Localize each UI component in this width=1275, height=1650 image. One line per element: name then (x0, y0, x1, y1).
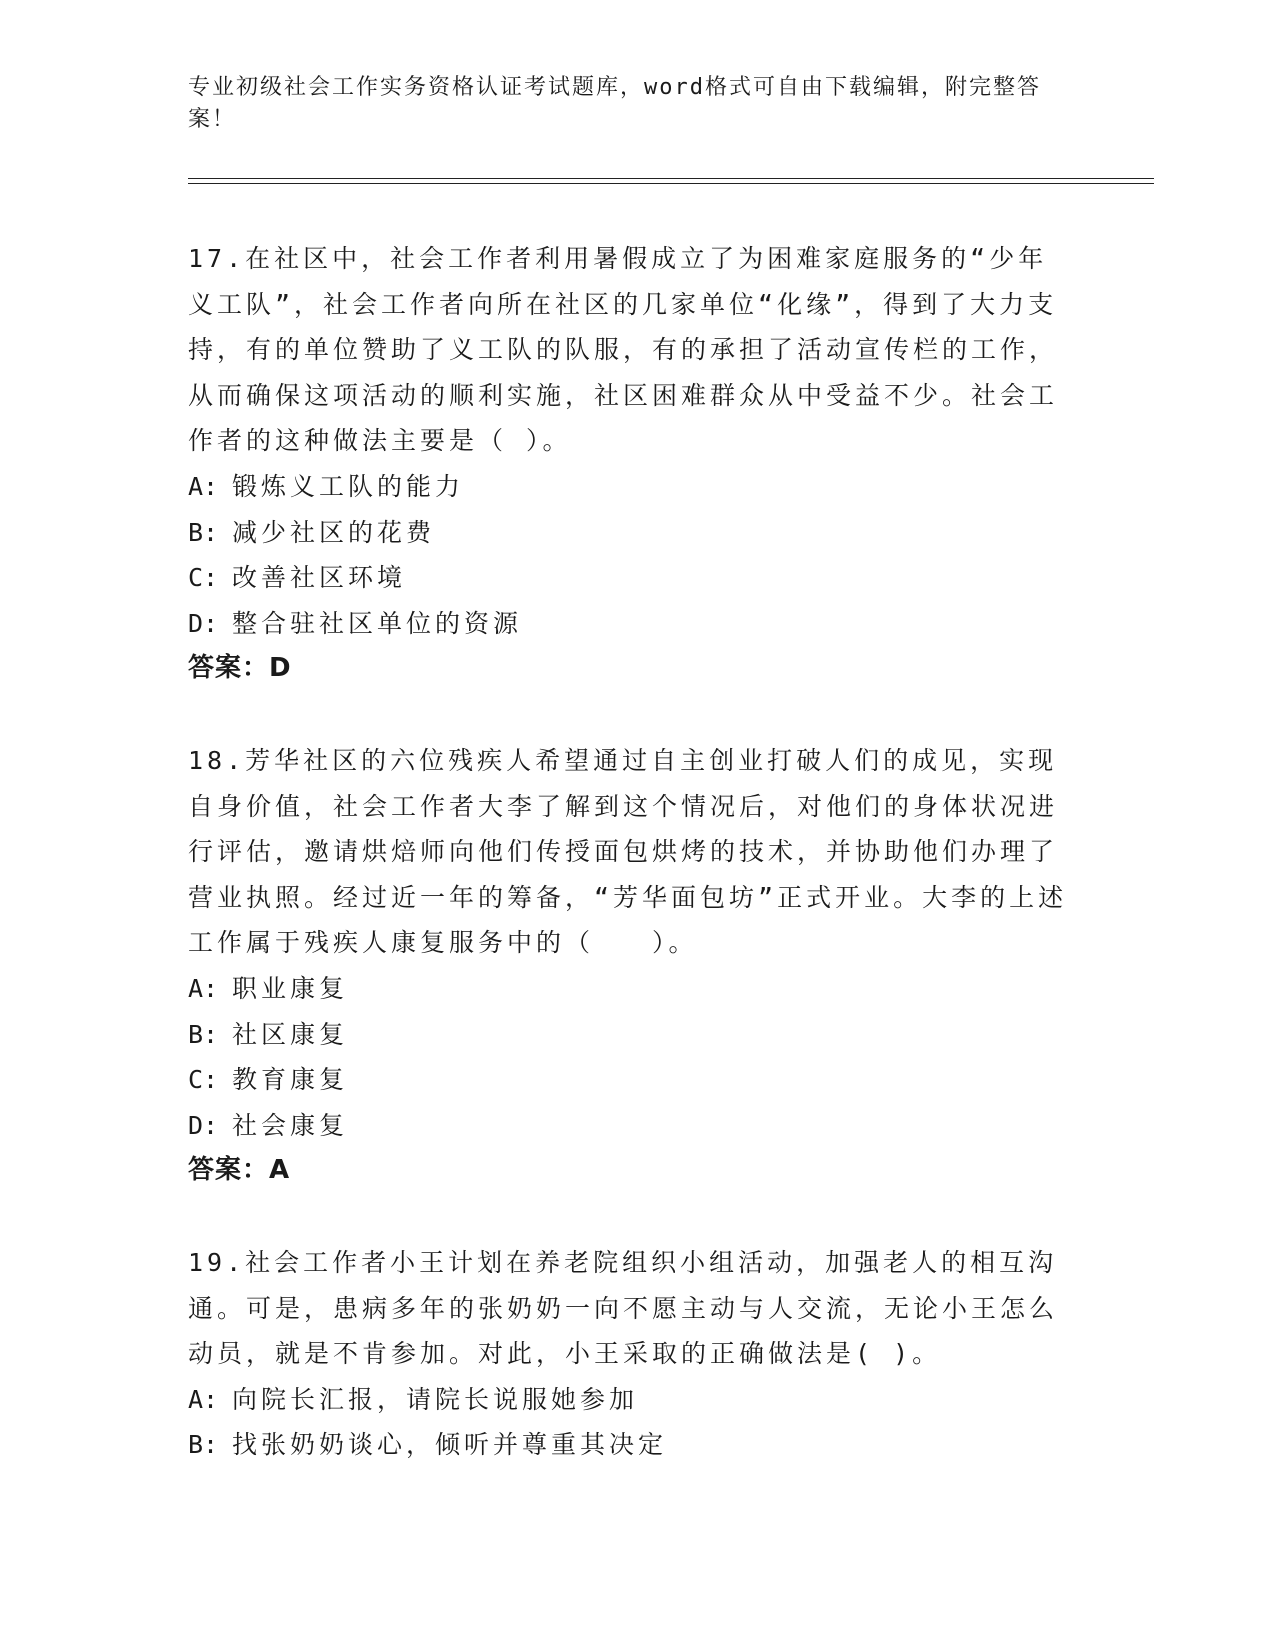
question-18 (188, 738, 1068, 1194)
option-text: 教育康复 (232, 1065, 349, 1095)
option-letter: A: (188, 471, 219, 501)
option-text: 职业康复 (232, 973, 349, 1003)
question-stem: 18.芳华社区的六位残疾人希望通过自主创业打破人们的成见，实现自身价值，社会工作者大李了解到这个情况后，对他们的身体状况进行评估，邀请烘焙师向他们传授面包烘烤的技术，并协助他们办理了营业执照。经过近一年的筹备，“芳华面包坊”正式开业。大李的上述工作属于残疾人康复服务中的（ ）。 (188, 746, 1068, 958)
header-divider-top (188, 178, 1154, 179)
question-stem: 17.在社区中，社会工作者利用暑假成立了为困难家庭服务的“少年义工队”，社会工作者向所在社区的几家单位“化缘”，得到了大力支持，有的单位赞助了义工队的队服，有的承担了活动宣传栏的工作，从而确保这项活动的顺利实施，社区困难群众从中受益不少。社会工作者的这种做法主要是（ ）。 (188, 244, 1059, 456)
option-b (188, 1012, 1068, 1058)
option-text: 社会康复 (232, 1110, 349, 1140)
option-a (188, 1377, 1068, 1423)
option-c (188, 555, 1068, 601)
option-text: 整合驻社区单位的资源 (232, 608, 523, 638)
option-letter: B: (188, 1430, 219, 1460)
option-c (188, 1057, 1068, 1103)
option-letter: D: (188, 608, 219, 638)
option-d (188, 601, 1068, 647)
option-text: 找张奶奶谈心，倾听并尊重其决定 (232, 1430, 668, 1460)
option-b (188, 1422, 1068, 1468)
answer-line: 答案：D (188, 653, 292, 684)
question-19 (188, 1240, 1068, 1468)
option-letter: D: (188, 1110, 219, 1140)
option-letter: C: (188, 563, 219, 593)
option-text: 向院长汇报，请院长说服她参加 (232, 1384, 639, 1414)
option-letter: B: (188, 1019, 219, 1049)
option-a (188, 464, 1068, 510)
option-b (188, 510, 1068, 556)
option-text: 锻炼义工队的能力 (232, 471, 465, 501)
option-text: 减少社区的花费 (232, 517, 436, 547)
option-text: 社区康复 (232, 1019, 349, 1049)
answer-line: 答案：A (188, 1155, 291, 1186)
option-letter: B: (188, 517, 219, 547)
question-17 (188, 236, 1068, 692)
option-a (188, 966, 1068, 1012)
option-letter: C: (188, 1065, 219, 1095)
option-letter: A: (188, 973, 219, 1003)
option-letter: A: (188, 1384, 219, 1414)
question-stem: 19.社会工作者小王计划在养老院组织小组活动，加强老人的相互沟通。可是，患病多年的张奶奶一向不愿主动与人交流，无论小王怎么动员，就是不肯参加。对此，小王采取的正确做法是( )。 (188, 1248, 1059, 1369)
option-d (188, 1103, 1068, 1149)
header-divider-bottom (188, 183, 1154, 184)
option-text: 改善社区环境 (232, 563, 407, 593)
document-header: 专业初级社会工作实务资格认证考试题库，word格式可自由下载编辑，附完整答案！ (188, 75, 1041, 132)
